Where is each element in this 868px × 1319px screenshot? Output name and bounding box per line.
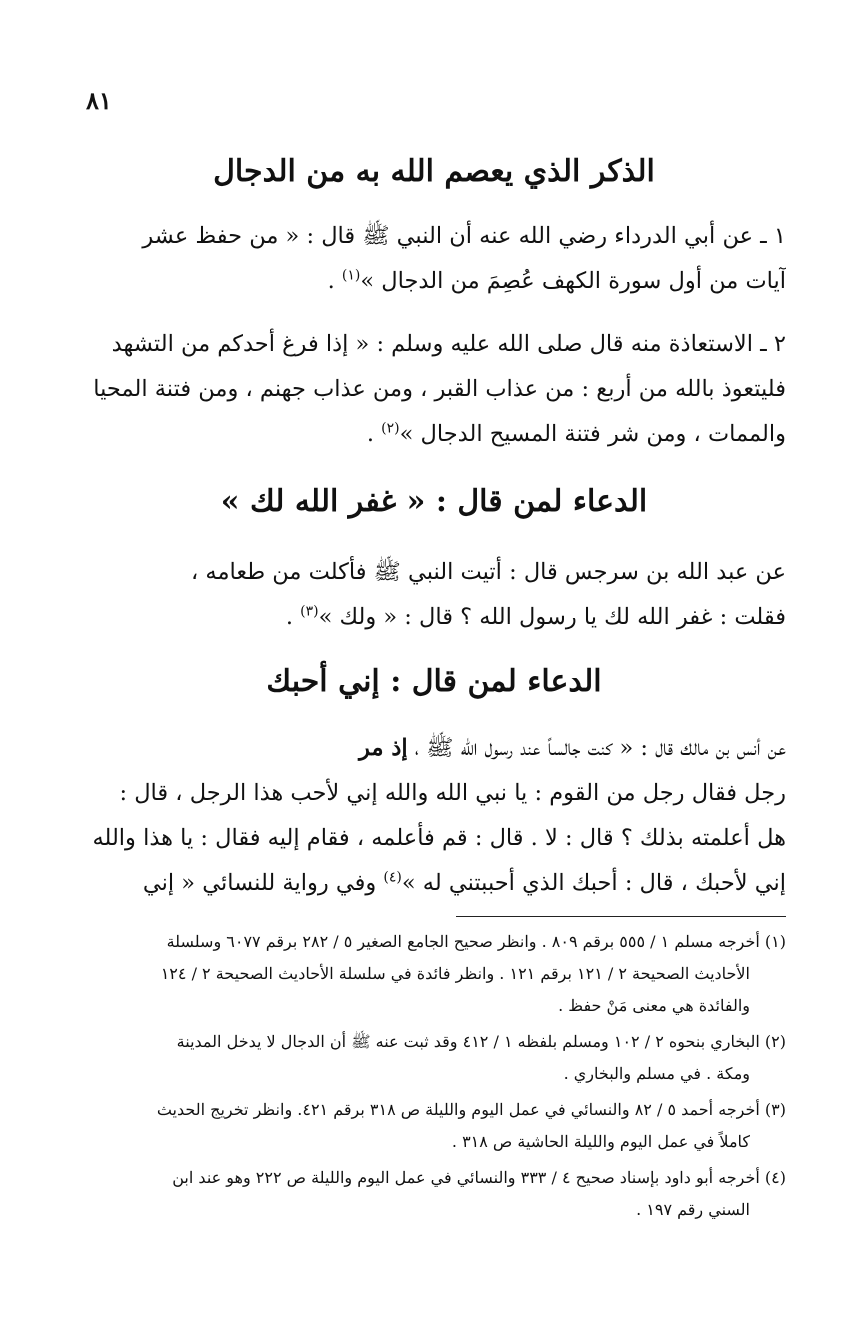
footnote-line: كاملاً في عمل اليوم والليلة الحاشية ص ٣١٨ .	[451, 1132, 750, 1151]
footnote-line: (٣) أخرجه أحمد ٥ / ٨٢ والنسائي في عمل اليوم والليلة ص ٣١٨ برقم ٤٢١. وانظر تخريج الحديث	[156, 1100, 786, 1119]
footnote-line: السني رقم ١٩٧ .	[636, 1200, 750, 1219]
paragraph-line: ٢ ـ الاستعاذة منه قال صلى الله عليه وسلم : « إذا فرغ أحدكم من التشهد	[111, 331, 786, 357]
paragraph-line: عن عبد الله بن سرجس قال : أتيت النبي ﷺ فأكلت من طعامه ،	[190, 559, 786, 585]
paragraph-line: هل أعلمته بذلك ؟ قال : لا . قال : قم فأعلمه ، فقام إليه فقال : يا هذا والله	[92, 825, 786, 851]
footnote-line: والفائدة هي معنى مَنْ حفظ .	[558, 996, 750, 1015]
footnote-ref: (٣)	[300, 603, 319, 620]
paragraph-2	[86, 322, 786, 457]
paragraph-1	[86, 214, 786, 304]
paragraph-line: والممات ، ومن شر فتنة المسيح الدجال »$^{(٢)}$ .	[366, 420, 786, 447]
footnote-ref: (١)	[341, 267, 361, 284]
paragraph-line: فقلت : غفر الله لك يا رسول الله ؟ قال : « ولك »$^{(٣)}$ .	[285, 603, 786, 630]
paragraph-line: إني لأحبك ، قال : أحبك الذي أحببتني له »$^{(٤)}$ وفي رواية للنسائي « إني	[142, 869, 786, 896]
footnote-3	[78, 1094, 786, 1158]
footnote-line: ومكة . في مسلم والبخاري .	[563, 1064, 750, 1083]
paragraph-3	[86, 550, 786, 640]
footnote-ref: (٤)	[383, 869, 402, 886]
paragraph-line: فليتعوذ بالله من أربع : من عذاب القبر ، ومن عذاب جهنم ، ومن فتنة المحيا	[93, 376, 786, 402]
paragraph-line: رجل فقال رجل من القوم : يا نبي الله والله إني لأحب هذا الرجل ، قال :	[119, 780, 786, 806]
section-heading-uhibbuk: الدعاء لمن قال : إني أحبك	[266, 664, 602, 699]
footnote-line: (٤) أخرجه أبو داود بإسناد صحيح ٤ / ٣٣٣ والنسائي في عمل اليوم والليلة ص ٢٢٢ وهو عند ابن	[172, 1168, 786, 1187]
footnote-separator	[456, 916, 786, 917]
footnote-line: الأحاديث الصحيحة ٢ / ١٢١ برقم ١٢١ . وانظر فائدة في سلسلة الأحاديث الصحيحة ٢ / ١٢٤	[160, 964, 750, 983]
paragraph-line: عن أنس بن مالك قال : « كنت جالساً عند رسول الله ﷺ ، إذ مر	[359, 735, 786, 761]
footnotes	[78, 926, 786, 1230]
section-heading-dajjal: الذكر الذي يعصم الله به من الدجال	[213, 154, 655, 189]
footnote-line: (١) أخرجه مسلم ١ / ٥٥٥ برقم ٨٠٩ . وانظر صحيح الجامع الصغير ٥ / ٢٨٢ برقم ٦٠٧٧ وسلسلة	[166, 932, 786, 951]
footnote-1	[78, 926, 786, 1022]
paragraph-line: ١ ـ عن أبي الدرداء رضي الله عنه أن النبي ﷺ قال : « من حفظ عشر	[142, 223, 786, 249]
paragraph-line: آيات من أول سورة الكهف عُصِمَ من الدجال »$^{(١)}$ .	[327, 267, 786, 294]
footnote-line: (٢) البخاري بنحوه ٢ / ١٠٢ ومسلم بلفظه ١ / ٤١٢ وقد ثبت عنه ﷺ أن الدجال لا يدخل المدينة	[176, 1032, 786, 1051]
section-heading-ghafar: الدعاء لمن قال : « غفر الله لك »	[220, 484, 648, 519]
footnote-4	[78, 1162, 786, 1226]
footnote-ref: (٢)	[381, 420, 400, 437]
paragraph-4	[86, 726, 786, 906]
page-number: ٨١	[86, 86, 112, 115]
footnote-2	[78, 1026, 786, 1090]
